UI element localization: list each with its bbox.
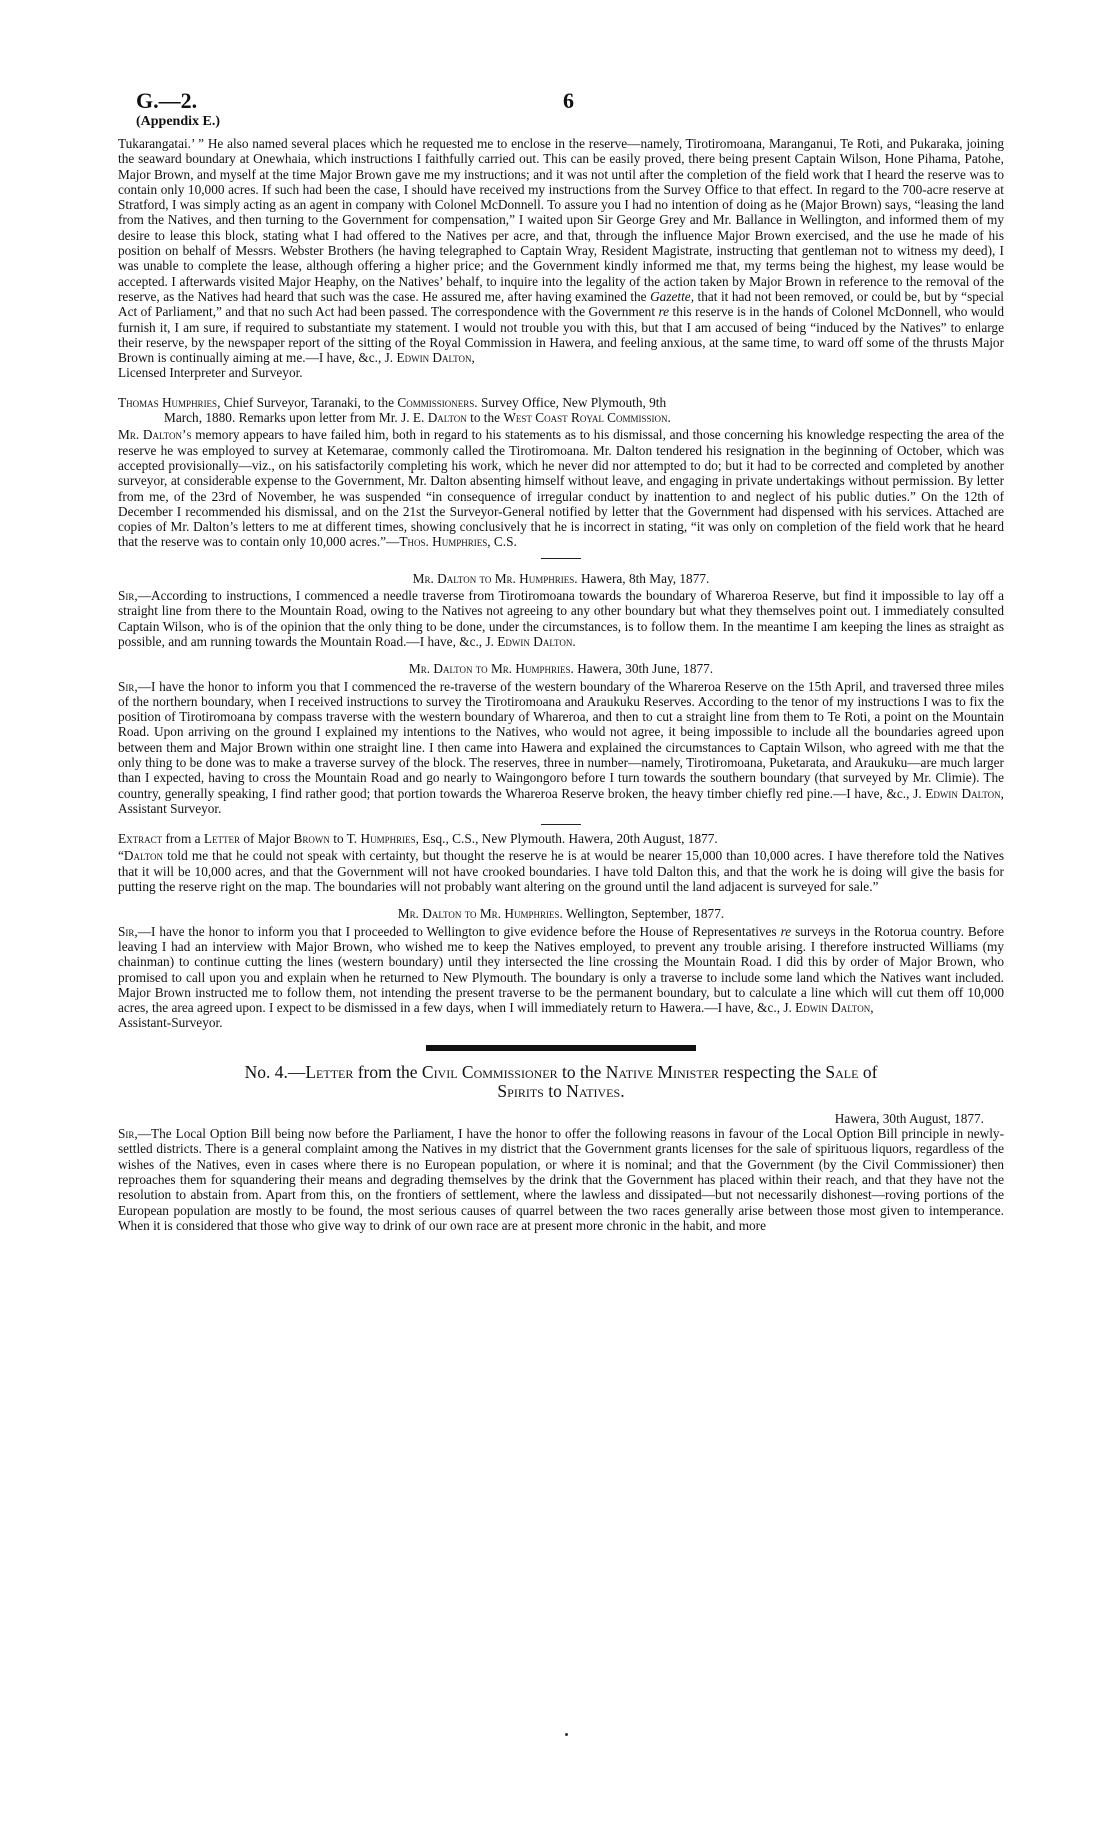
letter-date: Wellington, September, 1877. [565,906,725,922]
heading-extract [118,831,1004,846]
text-run: Mr. Dalton to Mr. Humphries. [397,906,563,922]
heading-humphries-remarks [118,395,1004,426]
text-run: from the [357,1061,418,1082]
heading-continuation [118,410,1004,425]
text-run: Spirits [497,1080,544,1101]
text-run: Humphries, [360,831,419,847]
text-run: West Coast Royal Commission. [503,410,671,426]
text-run: Extract [118,831,163,847]
text-run: surveys in the Rotorua country. Before leaving I had an interview with Major Brown, who wished me to keep the Natives employed, to prevent any trouble arising. I therefore instructed Williams (my chainman) to continue cutting the lines (western boundary) until they intersected the line crossing the Mountain Road. I did this by order of Major Brown, who promised to call upon you and explain when he returned to New Plymouth. The boundary is only a traverse to include some land which the Natives want included. Major Brown instructed me to follow them, not intending the present traverse to be the permanent boundary, but to calculate a line which will cut them off 10,000 acres, the area agreed upon. I expect to be dismissed in a few days, when I will immediately return to Hawera.—I have, &c., J. [118,923,1005,1016]
page-speck [565,1733,568,1736]
text-run: of Major [243,831,291,847]
text-run: —The Local Option Bill being now before the Parliament, I have the honor to offer the following reasons in favour of the Local Option Bill principle in newly-settled districts. There is a general complaint among the Natives in my district that the Government grants licenses for the sale of spirituous liquors, regardless of the wishes of the Natives, even in cases where there is no European population, or where it is nominal; and that the Government (by the Civil Commissioner) then reproaches them for squandering their means and degrading themselves by the drink that the Government has placed within their reach, and that they have not the resolution to abstain from. Apart from this, on the frontiers of settlement, where the lawless and dissipated—but not necessarily dishonest—roving portions of the European population are mostly to be found, the most serious causes of quarrel between the two races generally arise between those most given to intemperance. When it is considered that those who give way to drink of our own race are at present more chronic in the habit, and more [118,1126,1004,1233]
section-number: No. 4.— [244,1061,306,1082]
text-run: that it had not been removed, or could be, but by “special Act of Parliament,” and that no such Act had been passed. The correspondence with the Government [118,288,1004,320]
text-run: Natives. [566,1080,625,1101]
text-run: Letter [203,831,240,847]
text-run: told me that he could not speak with certainty, but thought the reserve he is at would be nearer 15,000 than 10,000 acres. I have therefore told the Natives that it will be 10,000 acres, and that the Government will not have crooked boundaries. I have told Dalton this, and that the work he is doing will give the basis for putting the reserve right on the map. The boundaries will not probably want altering on the ground until the land adjacent is surveyed for sale.” [118,848,1004,895]
text-run-italic: re [780,923,792,939]
text-run: —I have the honor to inform you that I proceeded to Wellington to give evidence before the House of Representatives [137,923,777,939]
signature-name: Edwin Dalton, [396,350,475,366]
page-number: 6 [563,88,574,113]
divider [541,824,581,825]
text-run: Sir, [118,923,138,939]
paragraph-local-option-letter [118,1126,1004,1233]
text-run: Thomas Humphries, [118,394,221,410]
signature-title: Licensed Interpreter and Surveyor. [118,365,303,381]
document-page [118,88,1004,1233]
letter-date: Hawera, 30th June, 1877. [577,661,714,677]
signature-name: Edwin Dalton. [497,633,576,649]
paragraph-letter-30-june [118,679,1004,817]
text-run: Civil Commissioner [421,1061,558,1082]
text-run: Esq., C.S., New Plymouth. Hawera, 20th August, 1877. [422,831,718,847]
text-run: Sir, [118,678,138,694]
text-run: this reserve is in the hands of Colonel McDonnell, who would furnish it, I am sure, if required to substantiate my statement. I would not trouble you with this, but that I am accused of being “induced by the Natives” to enlarge their reserve, by the newspaper report of the sitting of the Royal Commission in Hawera, and feeling anxious, at the same time, to ward off some of the thrusts Major Brown is continually aiming at me.—I have, &c., J. [118,304,1005,366]
letter-dateline: Hawera, 30th August, 1877. [834,1110,984,1126]
paragraph-humphries-remarks [118,427,1004,549]
page-header [118,88,1004,128]
text-run: Mr. Dalton to Mr. Humphries. [412,570,578,586]
text-run: of [862,1061,878,1082]
signature-title: Assistant-Surveyor. [118,1015,223,1031]
text-run: Chief Surveyor, Taranaki, to the [223,394,395,410]
section-heading [118,1063,1004,1101]
signature-name: Edwin Dalton, [795,1000,874,1016]
text-run: Commissioners. [397,394,478,410]
paragraph-extract [118,848,1004,894]
text-run: to the [562,1061,602,1082]
letter-date: Hawera, 8th May, 1877. [580,570,710,586]
text-run: Letter [305,1061,354,1082]
letter-heading [118,906,1004,921]
signature-title: Assistant Surveyor. [118,800,222,816]
text-run: to T. [333,831,358,847]
text-run: Mr. Dalton’s [118,427,192,443]
signature-title: C.S. [493,534,517,550]
paragraph-letter-september [118,924,1004,1031]
text-run: to the [470,410,501,426]
text-run-italic: re [658,304,670,320]
letter-heading [118,661,1004,676]
text-run: Sir, [118,588,138,604]
document-reference: G.—2. [136,88,198,113]
text-run: Sale [825,1061,859,1082]
text-run: March, 1880. Remarks upon letter from Mr. J. E. [164,410,425,426]
signature-name: Thos. Humphries, [399,534,491,550]
text-run: Survey Office, New Plymouth, 9th [480,394,667,410]
divider [541,558,581,559]
text-run-italic: Gazette, [650,288,695,304]
text-run: Brown [293,831,330,847]
text-run: —According to instructions, I commenced a needle traverse from Tirotiromoana towards the boundary of Whareroa Reserve, but find it impossible to lay off a straight line from there to the Mountain Road, owing to the Natives not agreeing to any other boundary but what they themselves point out. I immediately consulted Captain Wilson, who is of the opinion that the only thing to be done, under the circumstances, is to follow them. In the meantime I am keeping the lines as straight as possible, and am running towards the Mountain Road.—I have, &c., J. [118,588,1004,649]
paragraph-dalton-continued [118,136,1004,381]
text-run: Dalton [427,410,467,426]
text-run: —I have the honor to inform you that I commenced the re-traverse of the western boundary of the Whareroa Reserve on the 15th April, and traversed three miles of the northern boundary, when I received instructions to survey the Tirotiromoana and Araukuku Reserves. According to the tenor of my instructions I was to fix the position of Tirotiromoana by compass traverse with the western boundary of Whareroa, and then to cut a straight line from them to Te Roti, a point on the Mountain Road. Upon arriving on the ground I explained my intentions to the Natives, who would not agree, it being impossible to include all the boundaries agreed upon between them and Major Brown within one straight line. I then came into Hawera and explained the circumstances to Captain Wilson, who agreed with me that the only thing to be done was to make a traverse survey of the block. The reserves, three in number—namely, Tirotiromoana, Puketarata, and Araukuku—are much larger than I expected, having to cross the Mountain Road and go nearly to Waingongoro before I turn towards the southern boundary (that surveyed by Mr. Climie). The country, generally speaking, I find rather good; that portion towards the Whareroa Reserve broken, the heavy timber chiefly red pine.—I have, &c., J. [118,678,1004,801]
section-divider [426,1045,696,1051]
signature-name: Edwin Dalton, [925,785,1004,801]
text-run: memory appears to have failed him, both in regard to his statements as to his dismissal, and those concerning his knowledge respecting the area of the reserve he was employed to survey at Ketemarae, commonly called the Tirotiromoana. Mr. Dalton tendered his resignation in the beginning of October, which was accepted provisionally—viz., on his satisfactorily completing his work, which he never did nor attempted to do; but it had to be corrected and completed by another surveyor, at considerable expense to the Government, Mr. Dalton absenting himself without leave, and engaging in private undertakings without permission. By letter from me, of the 23rd of November, he was suspended “in consequence of irregular conduct by inattention to and neglect of his public duties.” On the 12th of December I recommended his dismissal, and on the 21st the Surveyor-General notified by letter that the Government had dispensed with his services. Attached are copies of Mr. Dalton’s letters to me at different times, showing conclusively that he is incorrect in stating, “it was only on completion of the field work that he heard that the reserve was to contain only 10,000 acres.”— [118,427,1004,550]
text-run: from a [165,831,201,847]
text-run: to [548,1080,562,1101]
text-run: Tukarangatai.’ ” He also named several places which he requested me to enclose in the reserve—namely, Tirotiromoana, Maranganui, Te Roti, and Pukaraka, joining the seaward boundary at Onewhaia, which instructions I faithfully carried out. This can be easily proved, there being present Captain Wilson, Hone Pihama, Patohe, Major Brown, and myself at the time Major Brown gave me my instructions; and it was not until after the completion of the field work that I heard the reserve was to contain only 10,000 acres. If such had been the case, I should have received my instructions from the Survey Office to that effect. In regard to the 700-acre reserve at Stratford, I was simply acting as an agent in company with Colonel McDonnell. To assure you I had no intention of doing as he (Major Brown) says, “leasing the land from the Natives, and then turning to the Government for compensation,” I waited upon Sir George Grey and Mr. Ballance in Wellington, and informed them of my desire to lease this block, stating what I had offered to the Natives per acre, and that, through the influence Major Brown exercised, and the use he made of his position on behalf of Messrs. Webster Brothers (he having telegraphed to Captain Wray, Resident Magistrate, instructing that gentleman not to witness my deed), I was unable to complete the lease, although offering a higher price; and the Government kindly informed me that, my terms being the highest, my lease would be accepted. I afterwards visited Major Heaphy, on the Natives’ behalf, to inquire into the legality of the action taken by Major Brown in reference to the removal of the reserve, as the Natives had heard that such was the case. He assured me, after having examined the [118,136,1004,304]
text-run: Native Minister [605,1061,719,1082]
text-run: “Dalton [118,848,164,864]
text-run: Mr. Dalton to Mr. Humphries. [408,661,574,677]
text-run: respecting the [723,1061,822,1082]
text-run: Sir, [118,1126,138,1142]
appendix-label: (Appendix E.) [136,114,221,129]
letter-heading [118,571,1004,586]
paragraph-letter-8-may [118,588,1004,649]
